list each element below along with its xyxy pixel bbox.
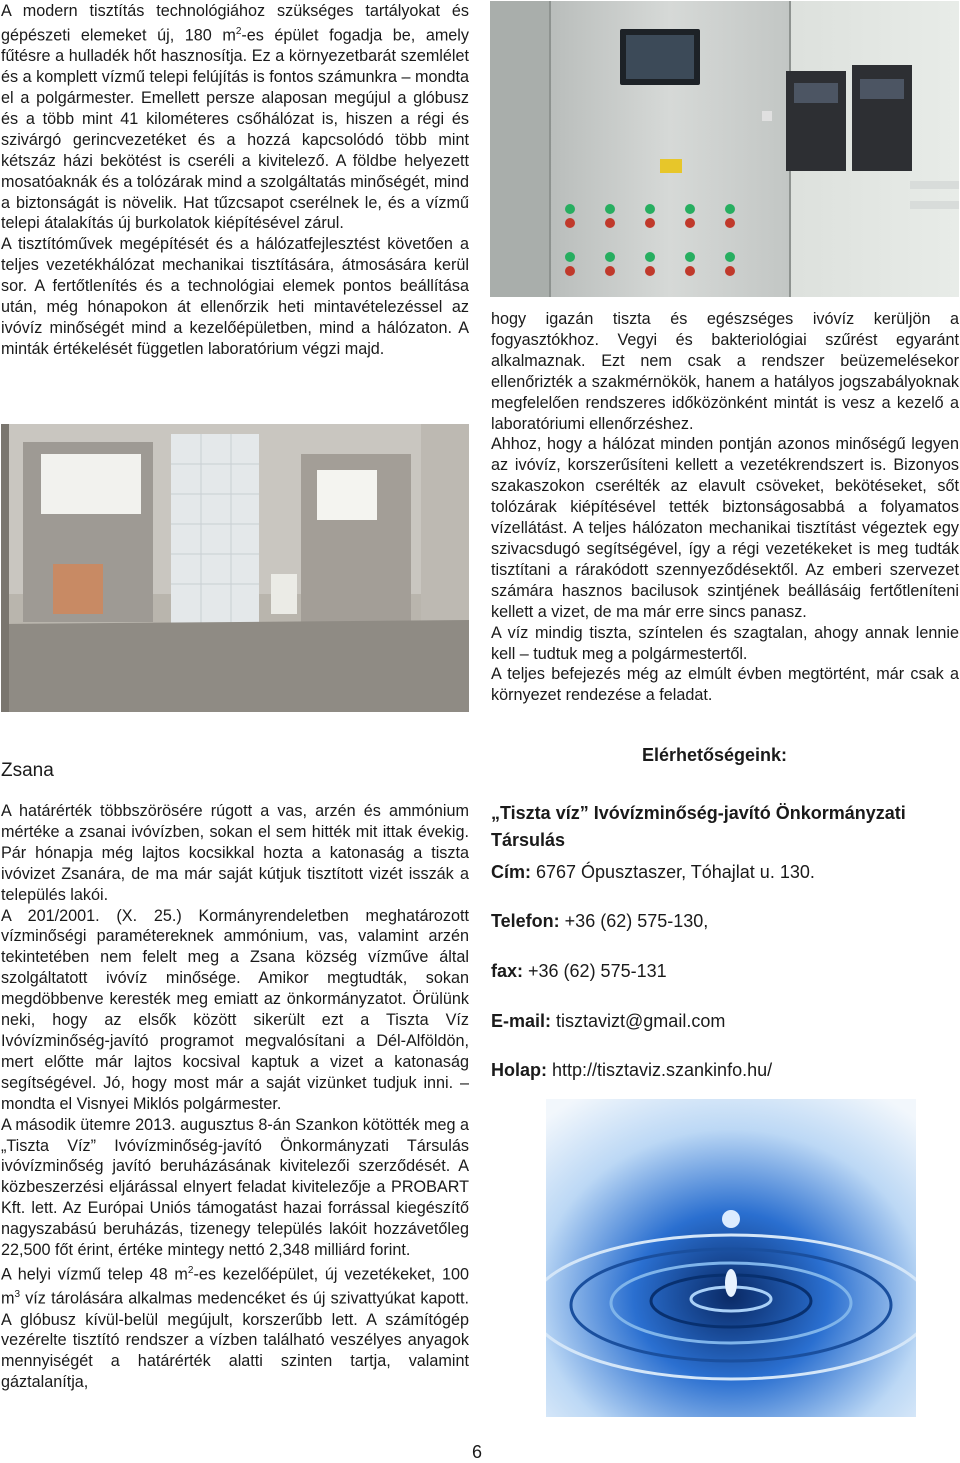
article-paragraph: A második ütemre 2013. augusztus 8-án Szankon kötötték meg a „Tiszta Víz” Ivóvízminőség-javító Önkormányzati Társulás ivóvízminőség javító beruházásának kivitelezői szerződését. A közbeszerzési eljárással elnyert feladat kivitelezője a PROBART Kft. lett. Az Európai Uniós támogatást hazai forrással kiegészítő nagyszabású beruházás, tizenegy település lakóit hozzávetőleg 22,500 főt érint, értéke mintegy nettó 2,348 milliárd forint. xyxy=(1,1115,469,1260)
article-paragraph: A víz mindig tiszta, színtelen és szagtalan, ahogy annak lennie kell – tudtuk meg a polgármestertől. xyxy=(491,623,959,663)
article-paragraph: A tisztítóművek megépítését és a hálózatfejlesztést követően a teljes vezetékhálózat mechanikai tisztítására, átmosására kerül sor. A fertőtlenítés és a technológiai elemek pontos beállítása után, még hónapokon át ellenőrzik heti mintavételezéssel az ivóvíz minőségét mind a kezelőépületben, mind a hálózaton. A minták értékelését független laboratórium végzi majd. xyxy=(1,235,469,358)
left-column-top xyxy=(1,1,469,360)
contact-website[interactable]: Holap: http://tisztaviz.szankinfo.hu/ xyxy=(491,1060,773,1080)
contact-fax: fax: +36 (62) 575-131 xyxy=(491,961,667,981)
contact-organization: „Tiszta víz” Ivóvízminőség-javító Önkormányzati Társulás xyxy=(491,803,906,850)
contact-email[interactable]: E-mail: tisztavizt@gmail.com xyxy=(491,1011,726,1031)
contact-heading: Elérhetőségeink: xyxy=(642,745,788,765)
article-paragraph: A 201/2001. (X. 25.) Kormányrendeletben meghatározott vízminőségi paramétereknek ammónium, vas, valamint arzén tekintetében nem felelt meg a Zsana község vízműve által szolgáltatott ivóvíz minősége. Amikor megtudták, sokan megdöbbenve keresték meg emiatt az önkormányzatot. Örülünk neki, hogy az elsők között sikerült ezt a Tiszta Víz Ivóvízminőség-javító programot megvalósítani a Dél-Alföldön, mert előtte már lajtos kocsival kaptuk a vizet a katonaság segítségével. Jó, hogy most már a saját vizünket tudjuk inni. – mondta el Visnyei Miklós polgármester. xyxy=(1,906,469,1113)
control-panel-photo xyxy=(490,1,959,297)
article-paragraph: A határérték többszörösére rúgott a vas, arzén és ammónium mértéke a zsanai ivóvízben, sokan el sem hitték mit ittak évekig. Pár hónapja még lajtos kocsikkal hozta a katonaság a tiszta ivóvizet Zsanára, de ma már saját kútjuk tisztított vizét isszák a település lakói. xyxy=(1,802,469,904)
right-column-text xyxy=(491,309,959,706)
article-paragraph: A teljes befejezés még az elmúlt évben megtörtént, már csak a környezet rendezése a feladat. xyxy=(491,665,959,705)
section-title-zsana: Zsana xyxy=(1,760,54,781)
zsana-column xyxy=(1,801,469,1393)
contact-address: Cím: 6767 Ópusztaszer, Tóhajlat u. 130. xyxy=(491,862,815,882)
building-interior-photo xyxy=(1,424,469,712)
article-paragraph: hogy igazán tiszta és egészséges ivóvíz kerüljön a fogyasztókhoz. Vegyi és bakteriológiai szűrést egyaránt alkalmaznak. Ezt nem csak a rendszer beüzemelésekor ellenőrizték a szakmérnökök, hanem a hatályos jogszabályoknak megfelelően rendszeres időközönként mintát is vesz a kezelő a laboratóriumi ellenőrzéshez. xyxy=(491,310,959,433)
article-paragraph: Ahhoz, hogy a hálózat minden pontján azonos minőségű legyen az ivóvíz, korszerűsíteni kellett a vezetékrendszert is. Bizonyos szakaszokon cserélték az elavult csöveket, bekötéseket, sőt tolózárak kiépítésével tették biztonságosabbá a folyamatos vízellátást. A teljes hálózaton mechanikai tisztítást végeztek egy szivacsdugó segítségével, így a régi vezetékeket is meg tudták tisztítani a rárakódott szennyeződésektől. Az emberi szervezet számára hasznos bacilusok szintjének beállásáig fertőtleníteni kellett a vizet, de ma már erre sincs panasz. xyxy=(491,435,959,621)
page-number: 6 xyxy=(472,1442,483,1462)
article-paragraph: A modern tisztítás technológiához szükséges tartályokat és gépészeti elemeket új, 180 $m^2-es$ épület fogadja be, amely fűtésre a hulladék hőt hasznosítja. Ez a környezetbarát szemlélet és a komplett vízmű telepi felújítás is fontos számunkra – mondta el a polgármester. Emellett persze alaposan megújul a glóbusz és a több mint 41 kilométeres csőhálózat is, hiszen a régi és szivárgó gerincvezetéket és a hozzá kapcsolódó több mint kétszáz házi bekötést is cseréli a kivitelező. A földbe helyezett mosatóaknák és a tolózárak mind a szolgáltatás minőségét, mind a biztonságát is növelik. Hat tűzcsapot cserélnek le, és a vízmű telepi átalakítás új burkolatok kiépítésével zárul. xyxy=(1,2,469,233)
water-drop-photo xyxy=(546,1099,916,1417)
article-paragraph: A helyi vízmű telep 48 $m^2-es$ kezelőépület, új vezetékeket, 100 $m^3$ víz tárolására alkalmas medencéket és új szivattyúkat kapott. A glóbusz kívül-belül megújult, korszerűbb lett. A számítógép vezérelte tisztító rendszer a vízben található veszélyes anyagok mennyiségét a határérték alatti szinten tartja, valamint gáztalanítja, xyxy=(1,1264,469,1392)
contact-phone: Telefon: +36 (62) 575-130, xyxy=(491,911,709,931)
